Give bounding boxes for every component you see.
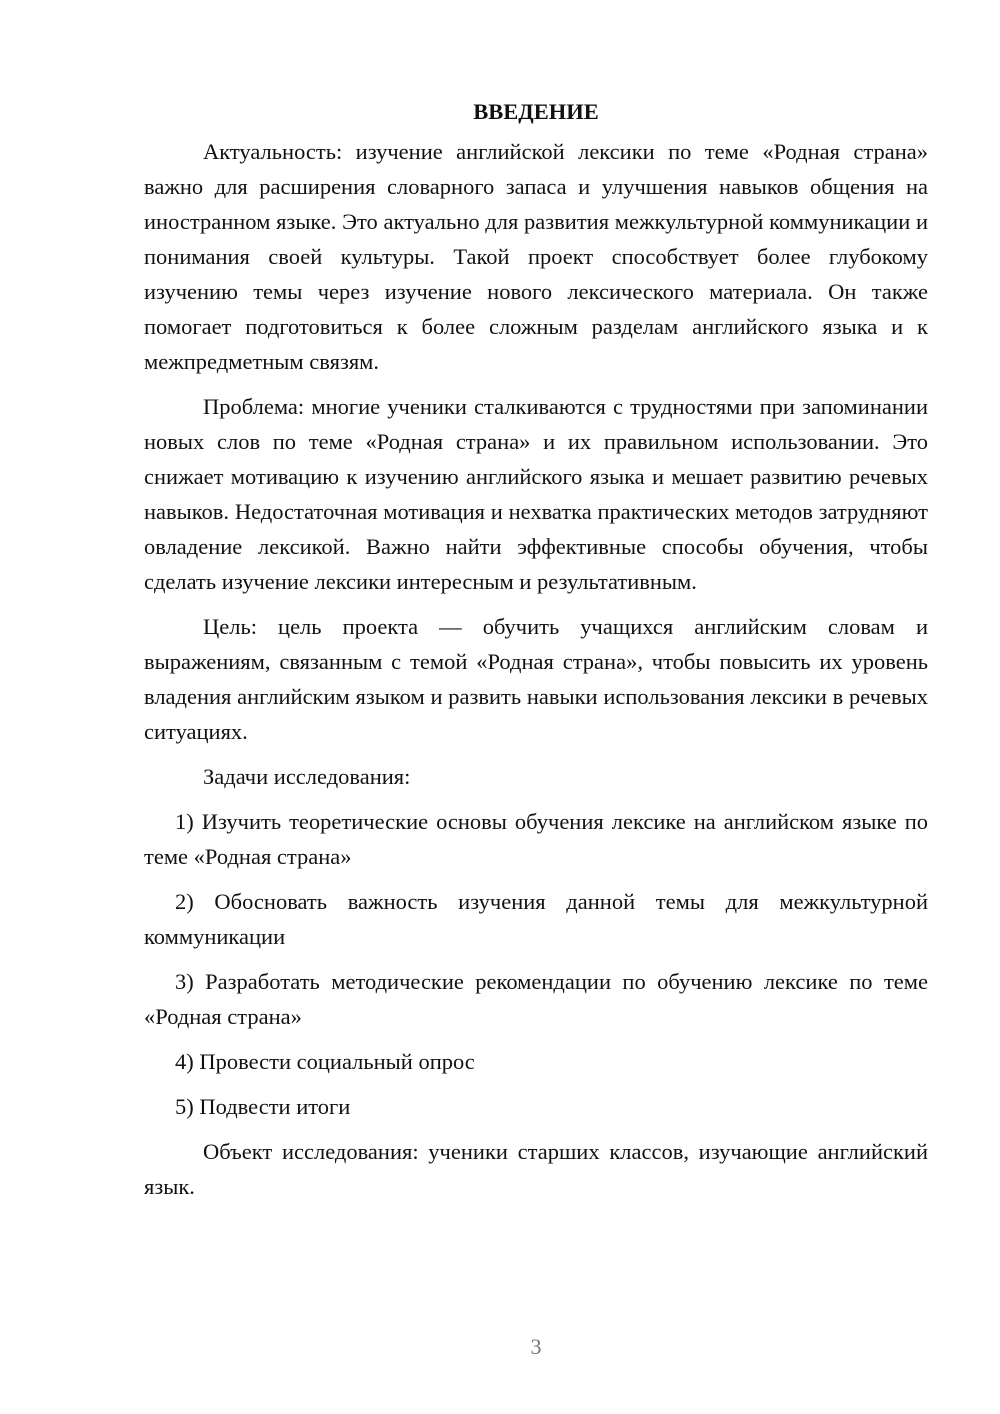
task-item-2: 2) Обосновать важность изучения данной темы для межкультурной коммуникации <box>144 889 928 949</box>
relevance-paragraph: Актуальность: изучение английской лексики по теме «Родная страна» важно для расширения словарного запаса и улучшения навыков общения на иностранном языке. Это актуально для развития межкультурной коммуникации и понимания своей культуры. Такой проект способствует более глубокому изучению темы через изучение нового лексического материала. Он также помогает подготовиться к более сложным разделам английского языка и к межпредметным связям. <box>144 139 928 374</box>
task-item-4: 4) Провести социальный опрос <box>175 1049 475 1074</box>
page-number: 3 <box>530 1334 542 1359</box>
task-item-1: 1) Изучить теоретические основы обучения лексике на английском языке по теме «Родная страна» <box>144 809 928 869</box>
page-content <box>144 94 928 1204</box>
tasks-heading: Задачи исследования: <box>203 764 411 789</box>
section-title: ВВЕДЕНИЕ <box>473 99 599 124</box>
task-item-3: 3) Разработать методические рекомендации по обучению лексике по теме «Родная страна» <box>144 969 928 1029</box>
task-item-5: 5) Подвести итоги <box>175 1094 351 1119</box>
problem-paragraph: Проблема: многие ученики сталкиваются с трудностями при запоминании новых слов по теме «Родная страна» и их правильном использовании. Это снижает мотивацию к изучению английского языка и мешает развитию речевых навыков. Недостаточная мотивация и нехватка практических методов затрудняют овладение лексикой. Важно найти эффективные способы обучения, чтобы сделать изучение лексики интересным и результативным. <box>144 394 928 594</box>
goal-paragraph: Цель: цель проекта — обучить учащихся английским словам и выражениям, связанным с темой «Родная страна», чтобы повысить их уровень владения английским языком и развить навыки использования лексики в речевых ситуациях. <box>144 614 928 744</box>
object-paragraph: Объект исследования: ученики старших классов, изучающие английский язык. <box>144 1139 928 1199</box>
